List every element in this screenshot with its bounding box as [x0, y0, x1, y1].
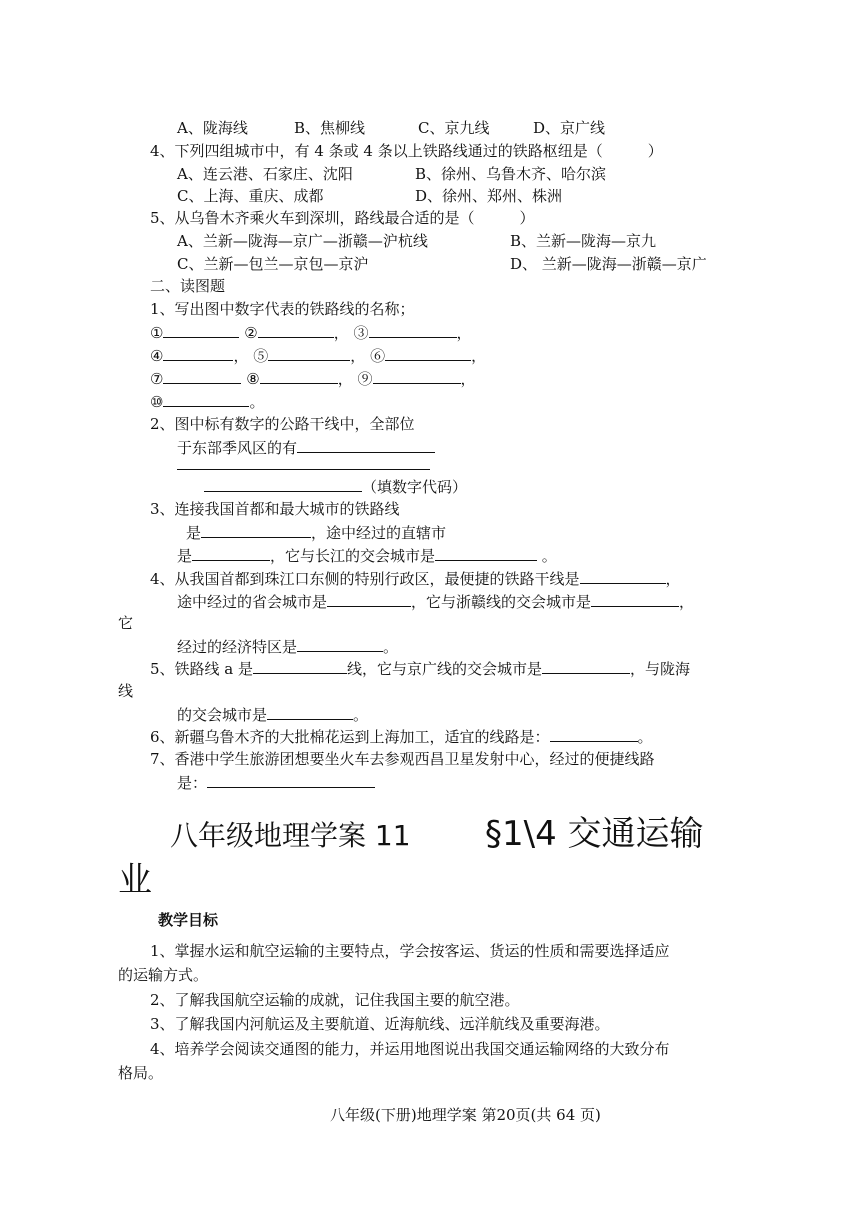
- road-blank-a[interactable]: [297, 437, 435, 453]
- road-q2-prompt: 于东部季风区的有: [177, 439, 298, 457]
- rail-q3-blank-line[interactable]: [201, 522, 311, 538]
- lesson-section-title: §1\4 交通运输: [485, 814, 704, 854]
- text: 。: [637, 728, 653, 746]
- q3-option-c: C、京九线: [418, 119, 490, 137]
- num-4: ④: [150, 347, 164, 365]
- rail-blank-row-4: [150, 391, 264, 412]
- rail-q5-line2: [177, 704, 368, 725]
- blank-6[interactable]: [385, 345, 471, 361]
- road-blank-c[interactable]: [204, 476, 362, 492]
- objective-4a: 4、培养学会阅读交通图的能力，并运用地图说出我国交通运输网络的大致分布: [150, 1040, 670, 1058]
- rail-q4-line3: [177, 636, 398, 657]
- num-5: ⑤: [253, 347, 269, 365]
- text: 的交会城市是: [177, 706, 268, 724]
- rail-q4-blank-line[interactable]: [580, 568, 666, 584]
- lesson-title: 八年级地理学案 11: [170, 819, 411, 852]
- text: 。: [383, 638, 399, 656]
- road-blank-b[interactable]: [177, 469, 430, 470]
- rail-q5-blank-name[interactable]: [253, 658, 347, 674]
- blank-5[interactable]: [268, 345, 350, 361]
- blank-3[interactable]: [369, 322, 457, 338]
- blank-2[interactable]: [258, 322, 334, 338]
- q4-option-c: C、上海、重庆、成都: [177, 187, 324, 205]
- num-6: ⑥: [370, 347, 386, 365]
- blank-7[interactable]: [163, 368, 241, 384]
- rail-q7-line2: [177, 772, 375, 793]
- num-8: ⑧: [246, 370, 260, 388]
- text: 经过的经济特区是: [177, 638, 298, 656]
- q5-option-a: A、兰新—陇海—京广—浙赣—沪杭线: [177, 232, 428, 250]
- num-10: ⑩: [150, 393, 164, 411]
- text: ，它与浙赣线的交会城市是: [411, 593, 592, 611]
- q5-option-c: C、兰新—包兰—京包—京沪: [177, 255, 369, 273]
- comma: ，: [350, 347, 366, 365]
- rail-q4-blank-capital[interactable]: [327, 591, 411, 607]
- text: ，途中经过的直辖市: [311, 524, 447, 542]
- road-q2-note: （填数字代码）: [362, 478, 468, 496]
- objective-1b: 的运输方式。: [118, 966, 209, 984]
- road-q2-line2: [177, 437, 435, 458]
- rail-blank-row-1: [150, 322, 472, 343]
- objectives-heading: 教学目标: [158, 911, 219, 929]
- rail-blank-row-3: [150, 368, 476, 389]
- rail-q3-line3: [177, 545, 557, 566]
- q5-option-b: B、兰新—陇海—京九: [510, 232, 657, 250]
- rail-q5-wrap: 线: [118, 682, 134, 700]
- text: 是：: [177, 774, 208, 792]
- text: 4、从我国首都到珠江口东侧的特别行政区，最便捷的铁路干线是: [150, 570, 580, 588]
- q3-option-b: B、焦柳线: [294, 119, 366, 137]
- text: ，: [665, 570, 681, 588]
- text: 5、铁路线 a 是: [150, 660, 254, 678]
- blank-4[interactable]: [163, 345, 233, 361]
- rail-q1-stem: 1、写出图中数字代表的铁路线的名称；: [150, 300, 415, 318]
- rail-q4-line1: [150, 568, 681, 589]
- q4-option-a: A、连云港、石家庄、沈阳: [177, 165, 353, 183]
- rail-q7-blank[interactable]: [207, 772, 375, 788]
- blank-1[interactable]: [163, 322, 239, 338]
- text: ，: [679, 593, 695, 611]
- rail-q6: [150, 726, 653, 747]
- num-1: ①: [150, 324, 164, 342]
- num-9: ⑨: [357, 370, 373, 388]
- rail-q3-blank-cross[interactable]: [435, 545, 537, 561]
- comma: ，: [233, 347, 249, 365]
- rail-blank-row-2: [150, 345, 486, 366]
- rail-q6-blank[interactable]: [550, 726, 638, 742]
- blank-9[interactable]: [373, 368, 461, 384]
- q5-option-d: D、 兰新—陇海—浙赣—京广: [510, 255, 707, 273]
- rail-q5-line1: [150, 658, 690, 679]
- comma: ，: [456, 324, 472, 342]
- num-3: ③: [353, 324, 369, 342]
- comma: ，: [333, 324, 349, 342]
- objective-4b: 格局。: [118, 1064, 164, 1082]
- comma: ，: [471, 347, 487, 365]
- objective-3: 3、了解我国内河航运及主要航道、近海航线、远洋航线及重要海港。: [150, 1015, 610, 1033]
- lesson-title-wrap: 业: [118, 860, 152, 900]
- blank-8[interactable]: [260, 368, 338, 384]
- q3-option-a: A、陇海线: [177, 119, 248, 137]
- rail-q3-blank-city[interactable]: [192, 545, 270, 561]
- q3-option-d: D、京广线: [533, 119, 606, 137]
- q4-stem: 4、下列四组城市中，有 4 条或 4 条以上铁路线通过的铁路枢纽是（ ）: [150, 142, 663, 160]
- text: 。: [537, 547, 557, 565]
- text: 是: [186, 524, 202, 542]
- num-7: ⑦: [150, 370, 164, 388]
- period: 。: [249, 393, 265, 411]
- rail-q3-line1: 3、连接我国首都和最大城市的铁路线: [150, 500, 400, 518]
- text: 途中经过的省会城市是: [177, 593, 328, 611]
- rail-q4-wrap: 它: [118, 614, 134, 632]
- comma: ，: [460, 370, 476, 388]
- road-q2-line4: [204, 476, 467, 497]
- q4-option-b: B、徐州、乌鲁木齐、哈尔滨: [415, 165, 607, 183]
- rail-q4-line2: [177, 591, 694, 612]
- text: ，与陇海: [630, 660, 691, 678]
- rail-q5-blank-city1[interactable]: [542, 658, 630, 674]
- text: 6、新疆乌鲁木齐的大批棉花运到上海加工，适宜的线路是：: [150, 728, 550, 746]
- objective-1a: 1、掌握水运和航空运输的主要特点，学会按客运、货运的性质和需要选择适应: [150, 942, 670, 960]
- rail-q5-blank-city2[interactable]: [267, 704, 353, 720]
- page-footer: 八年级(下册)地理学案 第20页(共 64 页): [330, 1106, 601, 1124]
- objective-2: 2、了解我国航空运输的成就，记住我国主要的航空港。: [150, 991, 520, 1009]
- q5-stem: 5、从乌鲁木齐乘火车到深圳，路线最合适的是（ ）: [150, 209, 535, 227]
- rail-q4-blank-zone[interactable]: [297, 636, 383, 652]
- text: 线，它与京广线的交会城市是: [347, 660, 543, 678]
- rail-q4-blank-cross[interactable]: [591, 591, 679, 607]
- text: ，它与长江的交会城市是: [270, 547, 436, 565]
- rail-q3-line2: [186, 522, 446, 543]
- text: 是: [177, 547, 193, 565]
- blank-10[interactable]: [163, 391, 249, 407]
- text: 。: [353, 706, 369, 724]
- section-heading: 二、读图题: [150, 277, 226, 295]
- road-q2-line1: 2、图中标有数字的公路干线中，全部位: [150, 415, 415, 433]
- q4-option-d: D、徐州、郑州、株洲: [415, 187, 563, 205]
- comma: ，: [337, 370, 353, 388]
- rail-q7-line1: 7、香港中学生旅游团想要坐火车去参观西昌卫星发射中心，经过的便捷线路: [150, 750, 655, 768]
- num-2: ②: [244, 324, 258, 342]
